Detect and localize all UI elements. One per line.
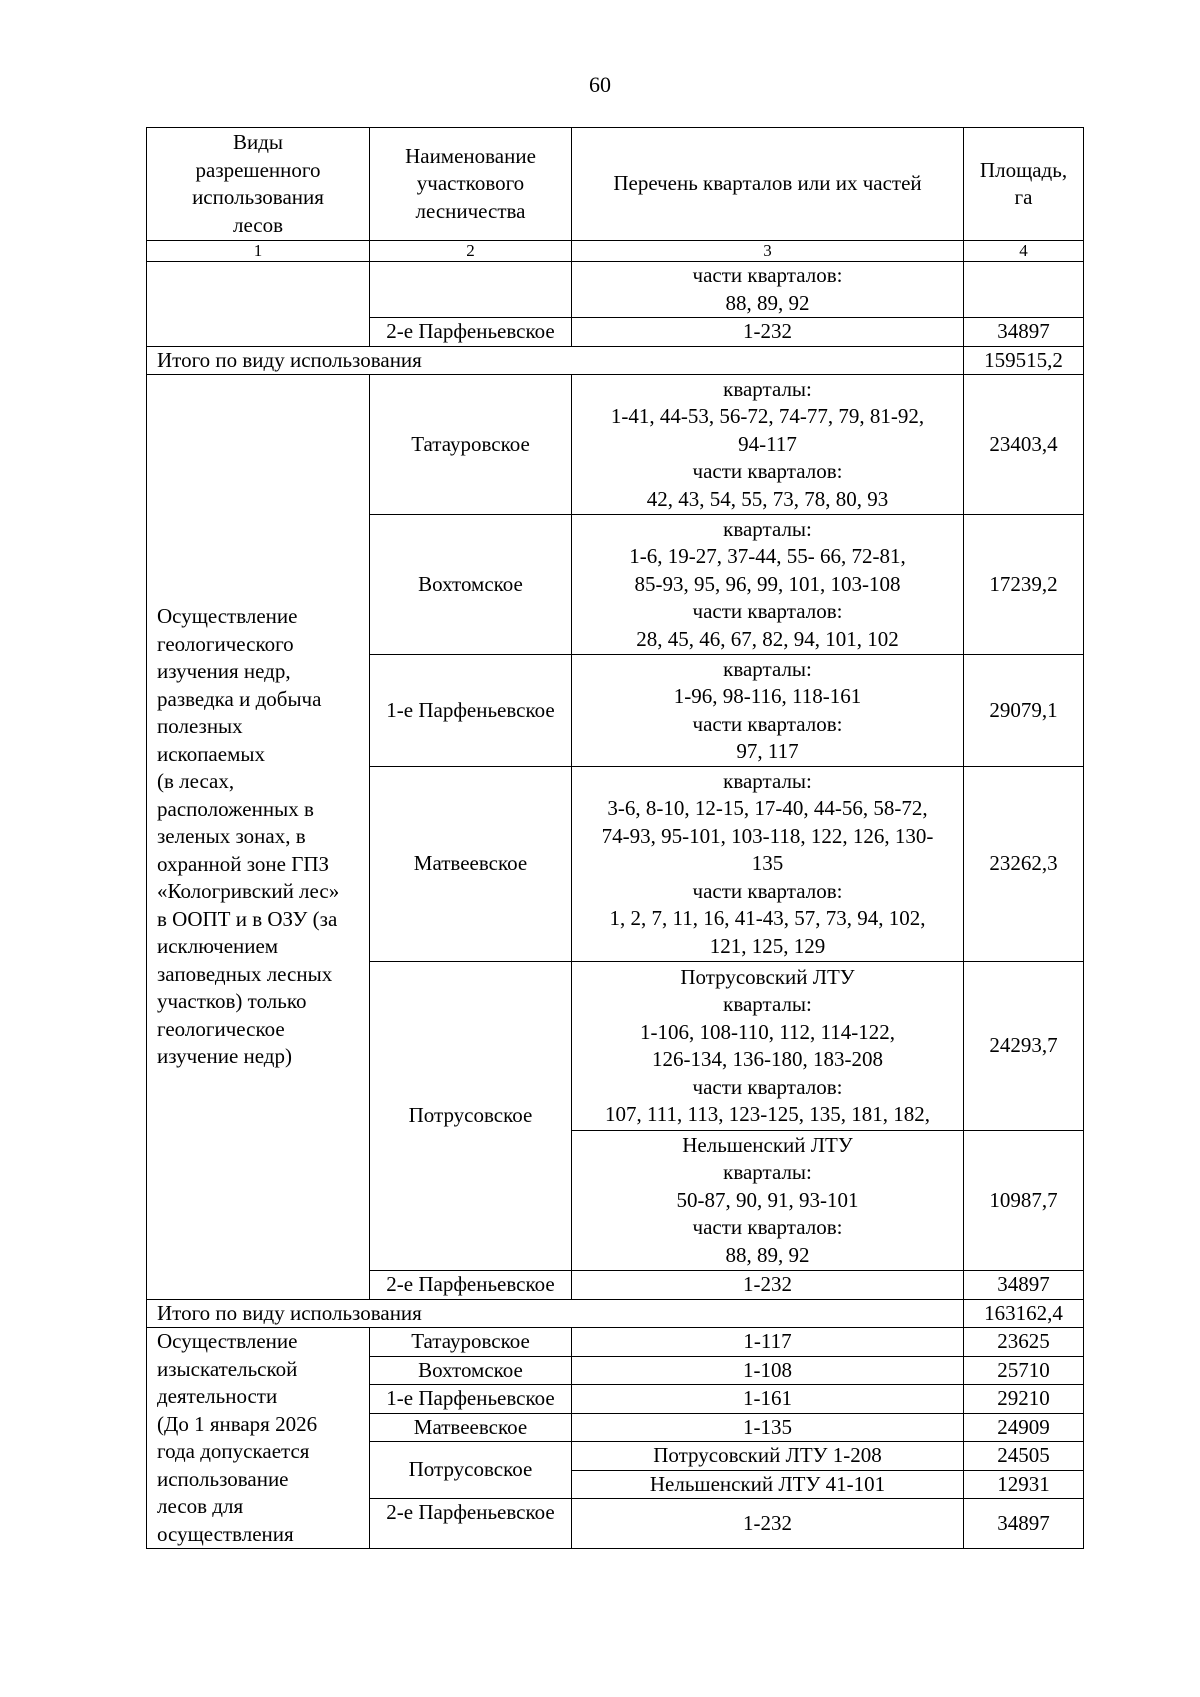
forestry-cell: Матвеевское — [370, 767, 572, 962]
quarters-cell: кварталы: 1-41, 44-53, 56-72, 74-77, 79, 81-92, 94-117 части кварталов: 42, 43, 54, 55, 73, 78, 80, 93 — [572, 375, 964, 515]
quarters-cell: кварталы: 1-6, 19-27, 37-44, 55- 66, 72-81, 85-93, 95, 96, 99, 101, 103-108 части кварталов: 28, 45, 46, 67, 82, 94, 101, 102 — [572, 515, 964, 655]
header-area: Площадь, га — [964, 128, 1084, 241]
use-type-cell: Осуществление изыскательской деятельности (До 1 января 2026 года допускается использование лесов для осуществления — [147, 1328, 370, 1549]
forestry-cell: 2-е Парфеньевское — [370, 318, 572, 347]
quarters-cell: Нельшенский ЛТУ кварталы: 50-87, 90, 91, 93-101 части кварталов: 88, 89, 92 — [572, 1131, 964, 1271]
forestry-cell: Матвеевское — [370, 1413, 572, 1442]
area-cell: 23403,4 — [964, 375, 1084, 515]
header-forestry-name: Наименование участкового лесничества — [370, 128, 572, 241]
area-cell: 24293,7 — [964, 962, 1084, 1131]
area-cell: 12931 — [964, 1470, 1084, 1499]
forestry-cell: Татауровское — [370, 1328, 572, 1357]
header-quarters-list: Перечень кварталов или их частей — [572, 128, 964, 241]
total-value: 163162,4 — [964, 1299, 1084, 1328]
use-type-cell: Осуществление геологического изучения недр, разведка и добыча полезных ископаемых (в лесах, расположенных в зеленых зонах, в охранной зоне ГПЗ «Кологривский лес» в ООПТ и в ОЗУ (за исключением заповедных лесных участков) только геологическое изучение недр) — [147, 375, 370, 1300]
area-cell: 29210 — [964, 1385, 1084, 1414]
forestry-cell: 1-е Парфеньевское — [370, 1385, 572, 1414]
total-value: 159515,2 — [964, 346, 1084, 375]
forestry-cell — [370, 262, 572, 318]
quarters-cell: 1-232 — [572, 318, 964, 347]
page-number: 60 — [589, 72, 611, 97]
column-number: 1 — [147, 241, 370, 262]
table-row — [147, 1328, 1084, 1357]
column-numbers-row — [147, 241, 1084, 262]
quarters-cell: части кварталов: 88, 89, 92 — [572, 262, 964, 318]
area-cell: 24909 — [964, 1413, 1084, 1442]
area-cell: 10987,7 — [964, 1131, 1084, 1271]
quarters-cell: кварталы: 3-6, 8-10, 12-15, 17-40, 44-56, 58-72, 74-93, 95-101, 103-118, 122, 126, 130- 135 части кварталов: 1, 2, 7, 11, 16, 41-43, 57, 73, 94, 102, 121, 125, 129 — [572, 767, 964, 962]
forestry-cell: Вохтомское — [370, 1356, 572, 1385]
forestry-cell: 2-е Парфеньевское — [370, 1271, 572, 1300]
total-row — [147, 1299, 1084, 1328]
table-row — [147, 262, 1084, 318]
use-type-cell — [147, 262, 370, 347]
forestry-cell: Потрусовское — [370, 1442, 572, 1499]
area-cell: 23262,3 — [964, 767, 1084, 962]
quarters-cell: кварталы: 1-96, 98-116, 118-161 части кварталов: 97, 117 — [572, 655, 964, 767]
table-row — [147, 375, 1084, 515]
area-cell — [964, 262, 1084, 318]
forestry-cell: Татауровское — [370, 375, 572, 515]
column-number: 2 — [370, 241, 572, 262]
quarters-cell: 1-161 — [572, 1385, 964, 1414]
area-cell: 34897 — [964, 1499, 1084, 1549]
column-number: 4 — [964, 241, 1084, 262]
total-label: Итого по виду использования — [147, 1299, 964, 1328]
quarters-cell: 1-108 — [572, 1356, 964, 1385]
forestry-cell: Потрусовское — [370, 962, 572, 1271]
area-cell: 34897 — [964, 1271, 1084, 1300]
quarters-cell: Потрусовский ЛТУ 1-208 — [572, 1442, 964, 1471]
area-cell: 29079,1 — [964, 655, 1084, 767]
area-cell: 23625 — [964, 1328, 1084, 1357]
quarters-cell: 1-135 — [572, 1413, 964, 1442]
total-label: Итого по виду использования — [147, 346, 964, 375]
header-row — [147, 128, 1084, 241]
area-cell: 25710 — [964, 1356, 1084, 1385]
forestry-cell: 1-е Парфеньевское — [370, 655, 572, 767]
total-row — [147, 346, 1084, 375]
forestry-cell: Вохтомское — [370, 515, 572, 655]
column-number: 3 — [572, 241, 964, 262]
area-cell: 17239,2 — [964, 515, 1084, 655]
forest-use-table — [146, 127, 1084, 1549]
quarters-cell: Потрусовский ЛТУ кварталы: 1-106, 108-110, 112, 114-122, 126-134, 136-180, 183-208 части кварталов: 107, 111, 113, 123-125, 135, 181, 182, — [572, 962, 964, 1131]
area-cell: 34897 — [964, 318, 1084, 347]
header-use-type: Виды разрешенного использования лесов — [147, 128, 370, 241]
quarters-cell: 1-117 — [572, 1328, 964, 1357]
area-cell: 24505 — [964, 1442, 1084, 1471]
quarters-cell: 1-232 — [572, 1499, 964, 1549]
quarters-cell: Нельшенский ЛТУ 41-101 — [572, 1470, 964, 1499]
forestry-cell: 2-е Парфеньевское — [370, 1499, 572, 1549]
quarters-cell: 1-232 — [572, 1271, 964, 1300]
